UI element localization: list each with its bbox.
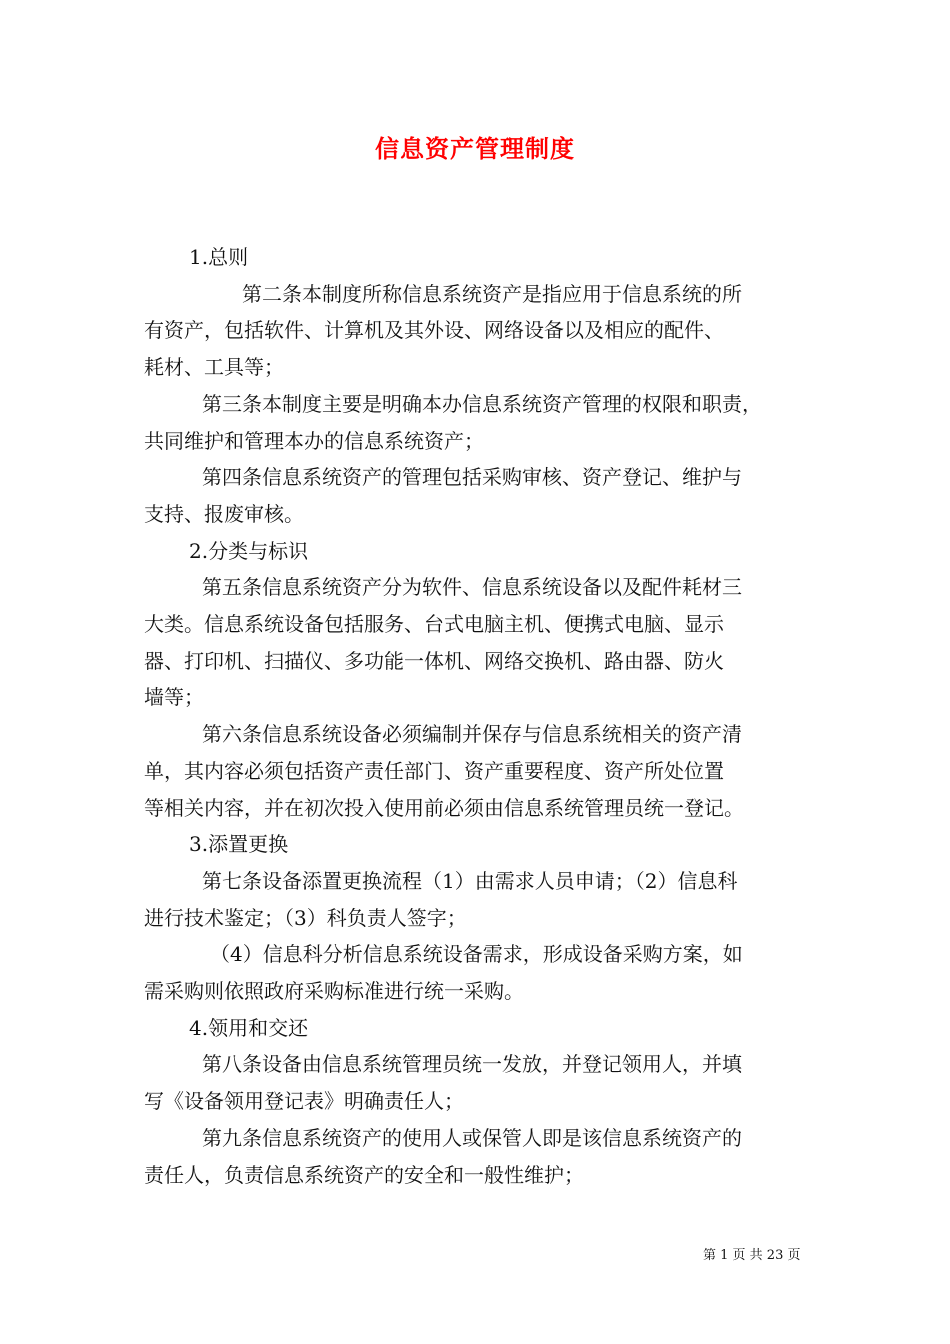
article-paragraph [144,276,812,386]
text-line: 4.领用和交还 [189,1015,309,1040]
document-body [144,239,812,1193]
text-line: 支持、报废审核。 [144,501,304,526]
section-heading [144,826,812,863]
section-heading [144,239,812,276]
text-line: 器、打印机、扫描仪、多功能一体机、网络交换机、路由器、防火 [144,648,724,673]
text-line: 1.总则 [189,245,249,269]
text-line: 有资产，包括软件、计算机及其外设、网络设备以及相应的配件、 [144,318,724,343]
text-line: 第九条信息系统资产的使用人或保管人即是该信息系统资产的 [202,1125,742,1150]
text-line: 第四条信息系统资产的管理包括采购审核、资产登记、维护与 [202,465,742,490]
text-line: 单，其内容必须包括资产责任部门、资产重要程度、资产所处位置 [144,758,724,783]
article-paragraph [144,1046,812,1119]
article-paragraph [144,863,812,936]
article-paragraph [144,716,812,826]
article-paragraph [144,936,812,1009]
article-paragraph [144,386,812,459]
text-line: 进行技术鉴定；（3）科负责人签字； [144,905,467,930]
text-line: 共同维护和管理本办的信息系统资产； [144,428,484,453]
text-line: 需采购则依照政府采购标准进行统一采购。 [144,979,524,1004]
article-paragraph [144,569,812,716]
section-heading [144,533,812,570]
page-footer: 第 1 页 共 23 页 [703,1248,801,1263]
text-line: 第二条本制度所称信息系统资产是指应用于信息系统的所 [242,281,742,306]
text-line: 责任人，负责信息系统资产的安全和一般性维护； [144,1162,584,1187]
section-heading [144,1010,812,1047]
article-paragraph [144,459,812,532]
text-line: 大类。信息系统设备包括服务、台式电脑主机、便携式电脑、显示 [144,612,724,637]
article-paragraph [144,1120,812,1193]
document-title: 信息资产管理制度 [375,134,575,163]
text-line: 第五条信息系统资产分为软件、信息系统设备以及配件耗材三 [202,575,742,600]
text-line: 3.添置更换 [189,832,289,857]
text-line: （4）信息科分析信息系统设备需求，形成设备采购方案，如 [210,942,743,967]
text-line: 2.分类与标识 [189,538,309,563]
text-line: 耗材、工具等； [144,355,284,380]
text-line: 第八条设备由信息系统管理员统一发放，并登记领用人，并填 [202,1052,742,1077]
text-line: 写《设备领用登记表》明确责任人； [144,1089,464,1114]
text-line: 第三条本制度主要是明确本办信息系统资产管理的权限和职责， [202,391,762,416]
text-line: 第六条信息系统设备必须编制并保存与信息系统相关的资产清 [202,722,742,747]
text-line: 墙等； [144,685,204,710]
text-line: 等相关内容，并在初次投入使用前必须由信息系统管理员统一登记。 [144,795,744,820]
text-line: 第七条设备添置更换流程（1）由需求人员申请；（2）信息科 [202,868,738,893]
